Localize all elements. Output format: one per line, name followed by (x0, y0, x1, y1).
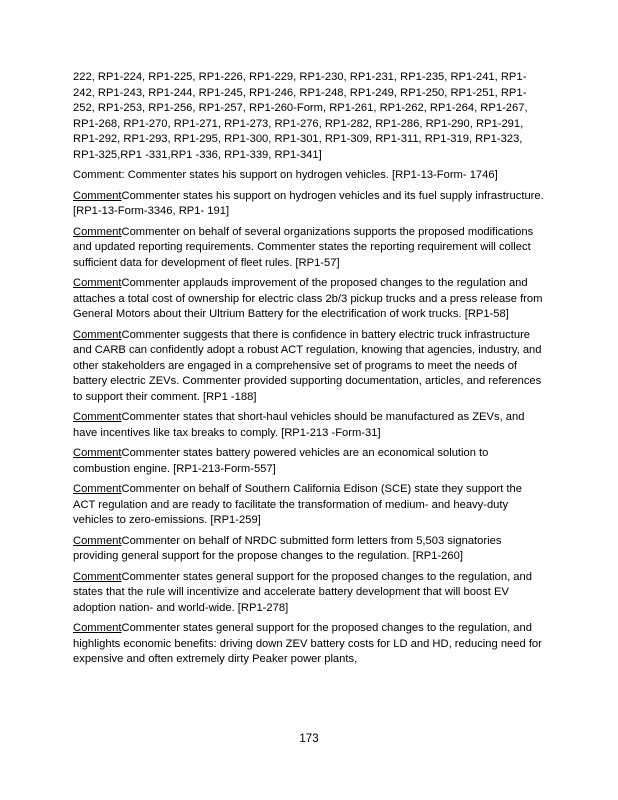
comment-text: Commenter states general support for the proposed changes to the regulation, and states that the rule will incentivize and accelerate battery development that will boost EV adoption nation- and world-wide. [RP1-278] (73, 570, 532, 614)
comment-label: Comment (73, 447, 122, 459)
comment-paragraph (73, 189, 545, 220)
comment-text: Commenter on behalf of Southern California Edison (SCE) state they support the ACT regulation and are ready to facilitate the transformation of medium- and heavy-duty vehicles to zero-emissions. [RP1-259] (73, 483, 522, 526)
comment-label: Comment (73, 534, 122, 547)
document-body (73, 70, 545, 673)
comment-label: Comment (73, 189, 122, 202)
comment-list (73, 168, 545, 668)
page-number: 173 (299, 733, 319, 745)
comment-paragraph (73, 276, 545, 323)
comment-label: Comment (73, 483, 122, 495)
comment-paragraph (73, 225, 545, 272)
comment-label: Comment (73, 570, 122, 583)
comment-paragraph (73, 328, 545, 406)
comment-text: Commenter states that short-haul vehicles should be manufactured as ZEVs, and have incentives like tax breaks to comply. [RP1-213 -Form-31] (73, 411, 525, 439)
comment-text: Commenter states battery powered vehicles are an economical solution to combustion engine. [RP1-213-Form-557] (73, 447, 489, 475)
comment-paragraph (73, 621, 545, 668)
comment-label: Comment (73, 225, 122, 238)
comment-label: Comment (73, 328, 122, 341)
comment-paragraph (73, 410, 545, 441)
comment-paragraph (73, 570, 545, 617)
comment-text: Commenter applauds improvement of the proposed changes to the regulation and attaches a total cost of ownership for electric class 2b/3 pickup trucks and a press release from General Motors about their Ultrium Battery for the electrification of work trucks. [RP1-58] (73, 277, 543, 320)
comment-text: Commenter states his support on hydrogen vehicles. [RP1-13-Form- 1746] (124, 169, 498, 181)
comment-text: Commenter on behalf of NRDC submitted form letters from 5,503 signatories providing general support for the propose changes to the regulation. [RP1-260] (73, 534, 502, 562)
comment-text: Commenter states his support on hydrogen vehicles and its fuel supply infrastructure. [RP1-13-Form-3346, RP1- 191] (73, 189, 544, 217)
comment-label: Comment (73, 277, 122, 289)
comment-text: Commenter states general support for the proposed changes to the regulation, and highlights economic benefits: driving down ZEV battery costs for LD and HD, reducing need for expensive and often extremely dirty Peaker power plants, (73, 622, 542, 665)
comment-text: Commenter suggests that there is confidence in battery electric truck infrastructure and CARB can confidently adopt a robust ACT regulation, knowing that agencies, industry, and other stakeholders are engaged in a comprehensive set of programs to meet the needs of battery electric ZEVs. Commenter provided supporting documentation, articles, and references to support their comment. [RP1 -188] (73, 328, 542, 403)
comment-label: Comment (73, 411, 122, 423)
comment-paragraph (73, 534, 545, 565)
comment-label: Comment: (73, 169, 125, 181)
comment-paragraph (73, 446, 545, 477)
comment-paragraph (73, 482, 545, 529)
intro-ids-paragraph: 222, RP1-224, RP1-225, RP1-226, RP1-229, RP1-230, RP1-231, RP1-235, RP1-241, RP1-242, RP1-243, RP1-244, RP1-245, RP1-246, RP1-248, RP1-249, RP1-250, RP1-251, RP1-252, RP1-253, RP1-256, RP1-257, RP1-260-Form, RP1-261, RP1-262, RP1-264, RP1-267, RP1-268, RP1-270, RP1-271, RP1-273, RP1-276, RP1-282, RP1-286, RP1-290, RP1-291, RP1-292, RP1-293, RP1-295, RP1-300, RP1-301, RP1-309, RP1-311, RP1-319, RP1-323, RP1-325,RP1 -331,RP1 -336, RP1-339, RP1-341] (73, 71, 528, 161)
comment-label: Comment (73, 622, 122, 634)
comment-text: Commenter on behalf of several organizations supports the proposed modifications and updated reporting requirements. Commenter states the reporting requirement will collect sufficient data for development of fleet rules. [RP1-57] (73, 225, 534, 269)
comment-paragraph (73, 168, 545, 184)
